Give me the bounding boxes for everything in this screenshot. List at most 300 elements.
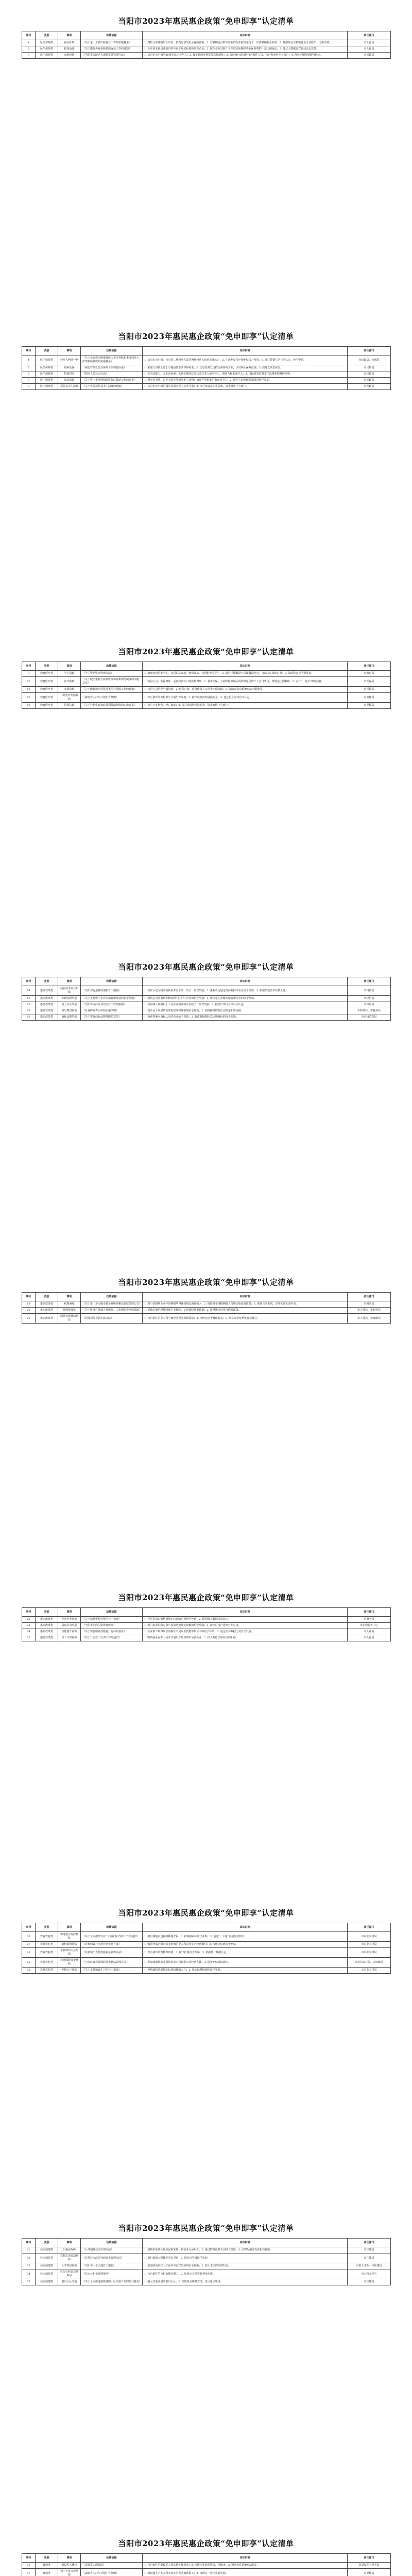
page-title: 当阳市2023年惠民惠企政策“免申即享”认定清单 — [118, 1278, 294, 1287]
cell-item: 外贸企业补助 — [58, 1617, 81, 1623]
cell-number: 2 — [22, 46, 36, 53]
col-header-item: 事项 — [58, 1608, 81, 1617]
cell-content: 1. 参加政策性农业保险的农户和新型农业经营主体；2. 保费补贴直接抵扣。 — [143, 1958, 348, 1968]
cell-content: 1. 购置补贴范围内农业机械的个人和农业生产经营组织；2. 按规定标准给予补贴。 — [143, 1942, 348, 1948]
cell-number: 5 — [22, 365, 36, 371]
col-header-content: 具体内容 — [143, 1923, 348, 1932]
table-row — [22, 40, 391, 46]
cell-category: 其他类 — [36, 2563, 58, 2569]
table-header-row — [22, 1923, 391, 1932]
table-row — [22, 1617, 391, 1623]
cell-policy-basis: 《关于全面推开农业“三项补贴”改革工作的通知》 — [81, 1932, 143, 1942]
cell-category: 惠企政策类 — [36, 1002, 58, 1008]
cell-category: 惠企政策类 — [36, 1014, 58, 1021]
col-header-category: 类别 — [36, 347, 58, 355]
cell-number: 16 — [22, 1002, 36, 1008]
col-header-category: 类别 — [36, 1608, 58, 1617]
cell-content: 1. 家庭人均收入低于当地最低生活保障标准；2. 动态监测发现符合条件的对象，主动纳入保障范围；3. 按月发放低保金。 — [143, 365, 348, 371]
cell-content: 1. 首次纳入规模以上工业企业统计的企业给予一次性奖励；2. 按统计部门名单自动认定。 — [143, 1002, 348, 1008]
cell-content: 1. 具有本市户籍，持有第二代残疾人证的困难残疾人和重度残疾人；2. 生活补贴与护理补贴按月发放；3. 通过数据共享自动认定，免予申请。 — [143, 355, 348, 365]
cell-number: 6 — [22, 371, 36, 378]
table-row — [22, 1635, 391, 1641]
col-header-content: 具体内容 — [143, 977, 348, 986]
cell-policy-basis: 《关于进一步加强和改进临时救助工作的意见》 — [81, 378, 143, 384]
col-header-item: 事项 — [58, 977, 81, 986]
cell-category: 民生保障类 — [36, 40, 58, 46]
cell-category: 其他类 — [36, 2569, 58, 2576]
cell-number: 15 — [22, 996, 36, 1002]
cell-item: 孤儿基本生活费 — [58, 384, 81, 390]
table-row — [22, 378, 391, 384]
page-title: 当阳市2023年惠民惠企政策“免申即享”认定清单 — [118, 332, 294, 341]
document-page — [0, 315, 412, 631]
table-row — [22, 1314, 391, 1324]
cell-policy-basis: 《关于做好失业保险稳岗返还工作的通知》 — [81, 46, 143, 53]
cell-content: 1. 农村低收入群体等重点对象；2. 按危房等级给予补助。 — [143, 2253, 348, 2263]
cell-policy-basis: 《特困人员认定办法》 — [81, 371, 143, 378]
table-header-row — [22, 1608, 391, 1617]
col-header-content: 具体内容 — [143, 347, 348, 355]
cell-item: 住房公积金贷款贴息 — [58, 2269, 81, 2279]
cell-policy-basis: 《当阳市高龄老人津贴发放管理办法》 — [81, 53, 143, 59]
cell-content: 1. 符合条件的公积金缴存职工；2. 按规定享受贷款利率优惠。 — [143, 2269, 348, 2279]
cell-category: 住房城建类 — [36, 2269, 58, 2279]
cell-item: 残疾人两项补贴 — [58, 355, 81, 365]
cell-policy-basis: 《关于阶段性降低失业保险、工伤保险费率的通知》 — [81, 1308, 143, 1314]
cell-number: 29 — [22, 1958, 36, 1968]
cell-category: 农业农村类 — [36, 1942, 58, 1948]
policy-table — [22, 662, 391, 709]
cell-content: 1. 符合条件的规模养殖场；2. 按出栏量给予奖励；3. 依据统计数据认定。 — [143, 1948, 348, 1958]
cell-number: 19 — [22, 1301, 36, 1308]
document-page — [0, 1577, 412, 1892]
cell-number: 21 — [22, 1314, 36, 1324]
cell-content: 1. 新获得驰名商标认定的企业给予奖励；2. 新注册地理标志证明商标的给予奖励。 — [143, 1014, 348, 1021]
table-row — [22, 1014, 391, 1021]
table-header-row — [22, 2554, 391, 2563]
cell-item: 稳岗返还 — [58, 46, 81, 53]
col-header-category: 类别 — [36, 662, 58, 671]
cell-item: 税费减免 — [58, 1301, 81, 1308]
document-page — [0, 1261, 412, 1577]
cell-item: 公租房保障 — [58, 2247, 81, 2253]
cell-number: 4 — [22, 355, 36, 365]
cell-department: 市市场监管局 — [348, 1014, 391, 1021]
cell-content: 1. 因突发事件、意外事故等导致基本生活暂时出现严重困难的家庭或个人；2. 通过主动发现机制及时给予救助。 — [143, 378, 348, 384]
table-header-row — [22, 31, 391, 40]
cell-category: 住房城建类 — [36, 2263, 58, 2269]
cell-policy-basis: 《住房公积金管理条例》 — [81, 2269, 143, 2279]
cell-department: 市住建局 — [348, 2279, 391, 2285]
table-row — [22, 693, 391, 703]
document-page — [0, 1892, 412, 2207]
cell-item: 高新技术企业奖励 — [58, 986, 81, 996]
cell-category: 民生保障类 — [36, 365, 58, 371]
table-row — [22, 1623, 391, 1629]
col-header-dept: 责任部门 — [348, 2554, 391, 2563]
cell-policy-basis: 《关于支持中小企业专精特新发展的若干措施》 — [81, 996, 143, 1002]
cell-department: 市招商服务中心 — [348, 1623, 391, 1629]
cell-category: 民生保障类 — [36, 355, 58, 365]
cell-department: 市退役军人事务局 — [348, 2563, 391, 2569]
cell-policy-basis: 《关于实施商标品牌战略的意见》 — [81, 1014, 143, 1021]
cell-content: 1. 企业职工取得职业资格证书或职业技能等级证书的给予补贴；2. 通过证书数据比对自动发放。 — [143, 1629, 348, 1635]
document-page — [0, 946, 412, 1261]
cell-item: 招商引资奖励 — [58, 1623, 81, 1629]
cell-department: 市民政局 — [348, 384, 391, 390]
cell-policy-basis: 《关于健全重特大疾病医疗保险和救助制度的实施意见》 — [81, 677, 143, 687]
cell-number: 33 — [22, 2263, 36, 2269]
cell-item: 退役军人优待 — [58, 2563, 81, 2569]
cell-department: 市科技局 — [348, 986, 391, 996]
policy-table — [22, 977, 391, 1021]
table-row — [22, 371, 391, 378]
table-row — [22, 2269, 391, 2279]
cell-number: 25 — [22, 1635, 36, 1641]
cell-number: 30 — [22, 1968, 36, 1974]
table-row — [22, 1968, 391, 1974]
cell-number: 3 — [22, 53, 36, 59]
cell-item: 以工代训补贴 — [58, 1635, 81, 1641]
col-header-category: 类别 — [36, 2554, 58, 2563]
page-title: 当阳市2023年惠民惠企政策“免申即享”认定清单 — [118, 1593, 294, 1602]
cell-department: 市医保局 — [348, 687, 391, 693]
cell-policy-basis: 《当阳市招商引资优惠政策》 — [81, 1623, 143, 1629]
cell-number: 24 — [22, 1629, 36, 1635]
cell-department: 市公积金中心 — [348, 2269, 391, 2279]
cell-department: 市人社局 — [348, 46, 391, 53]
document-page — [0, 0, 412, 315]
col-header-basis: 政策依据 — [81, 31, 143, 40]
col-header-content: 具体内容 — [143, 2239, 348, 2247]
cell-department: 市教育局 — [348, 671, 391, 677]
cell-number: 27 — [22, 1942, 36, 1948]
cell-item: 就业补贴 — [58, 40, 81, 46]
col-header-dept: 责任部门 — [348, 2239, 391, 2247]
col-header-no: 序号 — [22, 977, 36, 986]
table-row — [22, 1002, 391, 1008]
page-title: 当阳市2023年惠民惠企政策“免申即享”认定清单 — [118, 962, 294, 972]
cell-number: 18 — [22, 1014, 36, 1021]
cell-item: 学生资助 — [58, 671, 81, 677]
cell-item: 专精特新奖励 — [58, 996, 81, 1002]
table-header-row — [22, 2239, 391, 2247]
col-header-no: 序号 — [22, 347, 36, 355]
table-header-row — [22, 977, 391, 986]
cell-item: 独生子女父母奖励 — [58, 2569, 81, 2576]
col-header-dept: 责任部门 — [348, 977, 391, 986]
col-header-dept: 责任部门 — [348, 31, 391, 40]
cell-item: 特别扶助 — [58, 703, 81, 709]
cell-policy-basis: 《关于全面推进城镇老旧小区改造工作的指导意见》 — [81, 2279, 143, 2285]
col-header-item: 事项 — [58, 1923, 81, 1932]
cell-category: 民生保障类 — [36, 371, 58, 378]
page-title: 当阳市2023年惠民惠企政策“免申即享”认定清单 — [118, 2539, 294, 2548]
cell-category: 惠企政策类 — [36, 1314, 58, 1324]
cell-item: 老旧小区改造 — [58, 2279, 81, 2285]
cell-category: 农业农村类 — [36, 1948, 58, 1958]
cell-item: 高龄津贴 — [58, 53, 81, 59]
policy-table — [22, 1607, 391, 1641]
col-header-content: 具体内容 — [143, 1608, 348, 1617]
cell-department: 市人社局 — [348, 1629, 391, 1635]
cell-item: 医疗救助 — [58, 677, 81, 687]
policy-table — [22, 1292, 391, 1324]
col-header-category: 类别 — [36, 1923, 58, 1932]
col-header-basis: 政策依据 — [81, 347, 143, 355]
table-row — [22, 1942, 391, 1948]
cell-number: 9 — [22, 671, 36, 677]
col-header-item: 事项 — [58, 347, 81, 355]
cell-number: 34 — [22, 2269, 36, 2279]
cell-item: 参保资助 — [58, 687, 81, 693]
document-page — [0, 2522, 412, 2576]
cell-department: 市住建局 — [348, 2253, 391, 2263]
cell-category: 惠企政策类 — [36, 1008, 58, 1014]
page-title: 当阳市2023年惠民惠企政策“免申即享”认定清单 — [118, 2224, 294, 2233]
table-row — [22, 671, 391, 677]
cell-number: 31 — [22, 2247, 36, 2253]
cell-category: 教育医疗类 — [36, 677, 58, 687]
col-header-content: 具体内容 — [143, 2554, 348, 2563]
page-title: 当阳市2023年惠民惠企政策“免申即享”认定清单 — [118, 1908, 294, 1918]
cell-department: 市卫健局 — [348, 693, 391, 703]
col-header-no: 序号 — [22, 1608, 36, 1617]
cell-content: 1. 按企业上年度研发费用加计扣除额度给予补助；2. 依据税务数据自动核定补助金额。 — [143, 1008, 348, 1014]
col-header-item: 事项 — [58, 1293, 81, 1301]
cell-policy-basis: 《创业担保贷款实施办法》 — [81, 1314, 143, 1324]
cell-department: 市民政局 — [348, 365, 391, 371]
cell-number: 17 — [22, 1008, 36, 1014]
policy-table — [22, 2553, 391, 2576]
cell-category: 惠企政策类 — [36, 1635, 58, 1641]
cell-item: 研发费用补助 — [58, 1008, 81, 1014]
cell-content: 1. 具有本市户籍的孤儿及事实无人抚养儿童；2. 按月发放基本生活费，资金直达个人账户。 — [143, 384, 348, 390]
cell-number: 35 — [22, 2279, 36, 2285]
cell-department: 市民政局 — [348, 371, 391, 378]
cell-item: 创业担保贷款贴息 — [58, 1314, 81, 1324]
cell-number: 26 — [22, 1932, 36, 1942]
cell-policy-basis: 《关于做好城乡居民基本医疗保障工作的通知》 — [81, 687, 143, 693]
cell-item: 生猪调出大县奖励 — [58, 1948, 81, 1958]
cell-department: 市民政局 — [348, 53, 391, 59]
col-header-basis: 政策依据 — [81, 977, 143, 986]
cell-content: 1. 首次认定为国家高新技术企业的，给予一次性奖励；2. 重新认定通过的高新技术企业给予奖励；3. 根据认定名单直接兑现。 — [143, 986, 348, 996]
cell-category: 民生保障类 — [36, 384, 58, 390]
cell-department: 市民政局 — [348, 378, 391, 384]
cell-number: 7 — [22, 378, 36, 384]
cell-content: 1. 领取独生子女父母光荣证的企业退休职工；2. 按规定一次性发放奖励。 — [143, 2569, 348, 2576]
cell-content: 1. 特困人员、低保对象、返贫致贫人口等救助对象；2. 基本医保、大病保险报销后的政策范围内个人自付费用，按规定比例救助；3. 实行“一站式”即时结算。 — [143, 677, 348, 687]
table-row — [22, 2263, 391, 2269]
col-header-item: 事项 — [58, 2239, 81, 2247]
policy-table — [22, 2238, 391, 2285]
cell-department: 市民政局、市残联 — [348, 355, 391, 365]
col-header-category: 类别 — [36, 31, 58, 40]
table-row — [22, 355, 391, 365]
col-header-content: 具体内容 — [143, 662, 348, 671]
cell-content: 1. 对小型微利企业年应纳税所得额按规定减计收入；2. 增值税小规模纳税人按规定免征增值税；3. 系统自动识别，享受优惠无需申请。 — [143, 1301, 348, 1308]
cell-category: 惠企政策类 — [36, 996, 58, 1002]
cell-content: 1. 独生子女伤残、死亡家庭；2. 按月发放特别扶助金，资金直达个人账户。 — [143, 703, 348, 709]
cell-department: 市经信局 — [348, 1002, 391, 1008]
cell-content: 1. 新引进项目固定资产投资达到规定规模的给予奖励；2. 按项目投产进度分期兑现。 — [143, 1623, 348, 1629]
policy-table — [22, 346, 391, 390]
cell-item: 商标品牌奖励 — [58, 1014, 81, 1021]
cell-content: 1. 拥有耕地承包权的种地农民；2. 按确权面积给予补贴；3. 通过“一卡通”直接发放到户。 — [143, 1932, 348, 1942]
cell-policy-basis: 《当阳市人才引进若干措施》 — [81, 2263, 143, 2269]
cell-policy-basis: 《企业研发费用补助实施细则》 — [81, 1008, 143, 1014]
cell-category: 住房城建类 — [36, 2253, 58, 2263]
table-row — [22, 687, 391, 693]
cell-department: 市税务局 — [348, 1301, 391, 1308]
table-row — [22, 2569, 391, 2576]
cell-content: 1. 无劳动能力、无生活来源、无法定赡养抚养扶养义务人的老年人、残疾人和未成年人；2. 按标准发放基本生活费和照料护理费。 — [143, 371, 348, 378]
page-title: 当阳市2023年惠民惠企政策“免申即享”认定清单 — [118, 16, 294, 26]
cell-policy-basis: 《关于实施职业技能提升行动的意见》 — [81, 1629, 143, 1635]
cell-content: 1. 特困人员给予全额资助；2. 低保对象、返贫致贫人口给予定额资助；3. 资助资金由系统自动匹配拨付。 — [143, 687, 348, 693]
cell-policy-basis: 《关于支持粮食生产的若干措施》 — [81, 1968, 143, 1974]
col-header-dept: 责任部门 — [348, 347, 391, 355]
cell-number: 36 — [22, 2563, 36, 2569]
cell-department: 市卫健局 — [348, 703, 391, 709]
document-page — [0, 631, 412, 946]
cell-content: 1. 延续实施阶段性降低失业保险、工伤保险费率政策；2. 由系统自动执行降费政策。 — [143, 1308, 348, 1314]
cell-content: 1. 符合条件的退役军人及其他优抚对象；2. 按规定发放优待金、抚恤金；3. 通过信息系统自动认定。 — [143, 2563, 348, 2569]
col-header-no: 序号 — [22, 1293, 36, 1301]
col-header-no: 序号 — [22, 31, 36, 40]
cell-content: 1. 纳入改造计划的老旧小区；2. 改造资金统筹安排，居民免予申请。 — [143, 2279, 348, 2285]
cell-number: 32 — [22, 2253, 36, 2263]
cell-category: 惠企政策类 — [36, 1629, 58, 1635]
table-row — [22, 53, 391, 59]
cell-content: 1. 家庭经济困难学生，包括脱贫家庭、低保家庭、特困供养等学生；2. 通过学籍数据与民政数据比对，自动认定资助对象；3. 资助资金按学期发放。 — [143, 671, 348, 677]
cell-number: 12 — [22, 693, 36, 703]
policy-table — [22, 31, 391, 59]
cell-item: 农机购置补贴 — [58, 1942, 81, 1948]
cell-department: 市农业农村局 — [348, 1948, 391, 1958]
cell-category: 教育医疗类 — [36, 703, 58, 709]
col-header-item: 事项 — [58, 31, 81, 40]
cell-policy-basis: 《湖北省最低生活保障工作实施办法》 — [81, 365, 143, 371]
cell-policy-basis: 《关于进一步做好稳就业工作的实施意见》 — [81, 40, 143, 46]
cell-item: 计划生育奖励扶助 — [58, 693, 81, 703]
col-header-basis: 政策依据 — [81, 2554, 143, 2563]
cell-number: 8 — [22, 384, 36, 390]
cell-number: 13 — [22, 703, 36, 709]
cell-category: 教育医疗类 — [36, 687, 58, 693]
cell-item: 耕地地力保护补贴 — [58, 1932, 81, 1942]
cell-content: 1. 种植面积达到规定标准的种粮大户；2. 按实际种植面积给予补贴。 — [143, 1968, 348, 1974]
table-row — [22, 1629, 391, 1635]
col-header-dept: 责任部门 — [348, 662, 391, 671]
col-header-category: 类别 — [36, 977, 58, 986]
col-header-no: 序号 — [22, 662, 36, 671]
cell-policy-basis: 《退役军人保障法》 — [81, 2563, 143, 2569]
table-row — [22, 384, 391, 390]
cell-category: 住房城建类 — [36, 2279, 58, 2285]
cell-policy-basis: 《当阳市支持企业发展若干政策措施》 — [81, 1002, 143, 1008]
cell-category: 农业农村类 — [36, 1958, 58, 1968]
col-header-category: 类别 — [36, 1293, 58, 1301]
col-header-basis: 政策依据 — [81, 1608, 143, 1617]
cell-department: 市住建局 — [348, 2247, 391, 2253]
cell-policy-basis: 《公共租赁住房管理办法》 — [81, 2247, 143, 2253]
col-header-basis: 政策依据 — [81, 1293, 143, 1301]
cell-policy-basis: 《湖北省人口与计划生育条例》 — [81, 693, 143, 703]
cell-policy-basis: 《中央财政农业保险保费补贴管理办法》 — [81, 1958, 143, 1968]
cell-policy-basis: 《关于开展以工代训工作的通知》 — [81, 1635, 143, 1641]
col-header-dept: 责任部门 — [348, 1608, 391, 1617]
col-header-content: 具体内容 — [143, 1293, 348, 1301]
cell-category: 惠企政策类 — [36, 986, 58, 996]
table-row — [22, 2247, 391, 2253]
cell-item: 种粮大户补贴 — [58, 1968, 81, 1974]
cell-department: 市委人才办、市住建局 — [348, 2263, 391, 2269]
cell-department: 市人社局、市财政局 — [348, 1314, 391, 1324]
cell-number: 37 — [22, 2569, 36, 2576]
cell-content: 1. 吸纳就业困难人员并开展以工代训的中小微企业；2. 按人数给予职业培训补贴。 — [143, 1635, 348, 1641]
table-row — [22, 703, 391, 709]
col-header-category: 类别 — [36, 2239, 58, 2247]
col-header-no: 序号 — [22, 2554, 36, 2563]
cell-number: 14 — [22, 986, 36, 996]
cell-department: 市农业农村局 — [348, 1932, 391, 1942]
table-row — [22, 2253, 391, 2263]
col-header-basis: 政策依据 — [81, 1923, 143, 1932]
cell-category: 教育医疗类 — [36, 671, 58, 677]
col-header-no: 序号 — [22, 2239, 36, 2247]
cell-category: 住房城建类 — [36, 2247, 58, 2253]
cell-category: 民生保障类 — [36, 46, 58, 53]
cell-category: 民生保障类 — [36, 378, 58, 384]
cell-department: 市农业农村局 — [348, 1968, 391, 1974]
cell-department: 市科技局、市税务局 — [348, 1008, 391, 1014]
cell-policy-basis: 《当阳市促进科技创新若干措施》 — [81, 986, 143, 996]
cell-item: 特困供养 — [58, 371, 81, 378]
table-row — [22, 1958, 391, 1968]
cell-content: 1. 城镇中低收入住房困难家庭、新就业无房职工；2. 通过数据比对主动纳入保障；3. 实物配租或发放租赁补贴。 — [143, 2247, 348, 2253]
cell-content: 1. 引进的高层次人才在本市首次购房的给予补贴；2. 按人才层次分档发放。 — [143, 2263, 348, 2269]
cell-policy-basis: 《农村危房改造补助资金管理办法》 — [81, 2253, 143, 2263]
table-header-row — [22, 1293, 391, 1301]
cell-policy-basis: 《湖北省人口与计划生育条例》 — [81, 2569, 143, 2576]
cell-number: 23 — [22, 1623, 36, 1629]
cell-content: 1. 具有本市户籍的80周岁以上老年人；2. 按年龄段分档发放高龄津贴；3. 由系统自动识别符合条件人员，按月发放至个人账户；4. 每年定期开展资格认证。 — [143, 53, 348, 59]
table-row — [22, 1008, 391, 1014]
cell-number: 10 — [22, 677, 36, 687]
table-row — [22, 677, 391, 687]
table-header-row — [22, 347, 391, 355]
policy-table — [22, 1923, 391, 1974]
cell-category: 惠企政策类 — [36, 1308, 58, 1314]
cell-content: 1. 对符合条件的用人单位，按规定享受社会保险补贴；2. 对吸纳重点群体就业的企业按规定给予一次性吸纳就业补贴；3. 补贴资金直接拨付至企业账户，无需申请。 — [143, 40, 348, 46]
page-title: 当阳市2023年惠民惠企政策“免申即享”认定清单 — [118, 647, 294, 656]
cell-number: 28 — [22, 1948, 36, 1958]
cell-category: 惠企政策类 — [36, 1623, 58, 1629]
col-header-basis: 政策依据 — [81, 2239, 143, 2247]
cell-department: 市人社局、市税务局 — [348, 1308, 391, 1314]
table-row — [22, 365, 391, 371]
cell-item: 临时救助 — [58, 378, 81, 384]
cell-category: 惠企政策类 — [36, 1617, 58, 1623]
cell-category: 惠企政策类 — [36, 1301, 58, 1308]
cell-department: 市人社局 — [348, 40, 391, 46]
cell-number: 22 — [22, 1617, 36, 1623]
table-row — [22, 2563, 391, 2569]
cell-number: 1 — [22, 40, 36, 46]
cell-policy-basis: 《关于全面建立困难残疾人生活补贴和重度残疾人护理补贴制度的实施意见》 — [81, 355, 143, 365]
